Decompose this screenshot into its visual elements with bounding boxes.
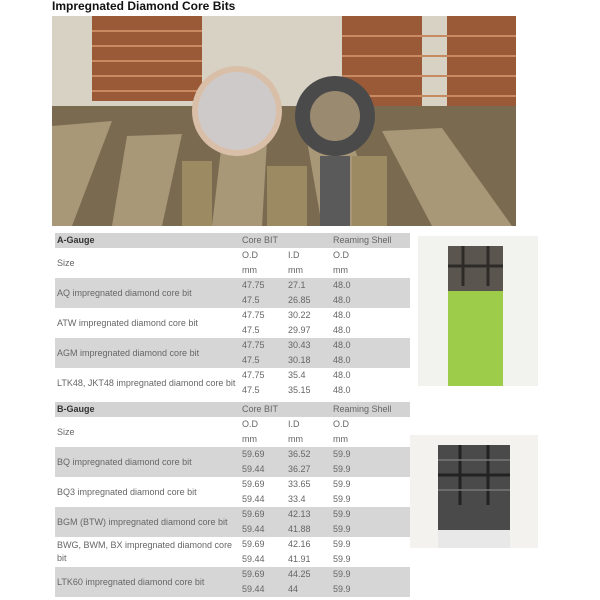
table-header-row: [55, 402, 410, 417]
b-gauge-table: [55, 402, 410, 597]
table-header-row: [55, 233, 410, 248]
core-od: 47.75: [242, 310, 265, 320]
unit-od: mm: [242, 265, 257, 275]
a-gauge-bit-photo: [418, 236, 538, 386]
core-id: 41.88: [286, 522, 331, 537]
page-title: Impregnated Diamond Core Bits: [52, 0, 236, 13]
reaming-od: 59.9: [333, 539, 351, 549]
core-od: 59.69: [240, 507, 286, 522]
table-row: [55, 477, 410, 492]
id-header: I.D: [288, 419, 300, 429]
size-row: [55, 248, 410, 263]
core-od: 59.44: [242, 554, 265, 564]
core-od: 59.69: [240, 447, 286, 462]
reaming-od: 48.0: [333, 385, 351, 395]
table-row: [55, 567, 410, 582]
core-id: 29.97: [288, 325, 311, 335]
core-id: 26.85: [286, 293, 331, 308]
spacer: [286, 233, 331, 248]
product-name: BQ impregnated diamond core bit: [55, 447, 240, 477]
od-header: O.D: [242, 419, 259, 429]
core-id: 41.91: [288, 554, 311, 564]
core-od: 47.5: [240, 293, 286, 308]
core-od: 59.69: [240, 567, 286, 582]
size-label: Size: [57, 426, 75, 437]
unit-id: mm: [288, 265, 303, 275]
core-od: 59.44: [240, 582, 286, 597]
core-od: 59.69: [242, 479, 265, 489]
od-header: O.D: [242, 250, 259, 260]
core-id: 30.18: [286, 353, 331, 368]
table-row: [55, 368, 410, 383]
core-od: 59.44: [240, 462, 286, 477]
reaming-od: 59.9: [331, 567, 410, 582]
table-row: [55, 338, 410, 353]
id-header: I.D: [288, 250, 300, 260]
core-id: 33.4: [288, 494, 306, 504]
table-row: [55, 507, 410, 522]
reaming-od: 59.9: [331, 522, 410, 537]
reaming-od-header: O.D: [333, 419, 350, 429]
reaming-od-header: O.D: [333, 250, 350, 260]
reaming-shell-header: Reaming Shell: [331, 402, 410, 417]
product-name: BWG, BWM, BX impregnated diamond core bit: [57, 540, 233, 563]
spacer: [286, 402, 331, 417]
product-name: LTK60 impregnated diamond core bit: [55, 567, 240, 597]
size-label: Size: [57, 257, 75, 268]
core-id: 33.65: [288, 479, 311, 489]
core-od: 47.75: [242, 370, 265, 380]
reaming-od: 59.9: [331, 447, 410, 462]
core-id: 42.16: [288, 539, 311, 549]
reaming-od: 59.9: [331, 582, 410, 597]
core-id: 36.27: [286, 462, 331, 477]
product-name: LTK48, JKT48 impregnated diamond core bit: [57, 377, 236, 388]
core-od: 59.69: [242, 539, 265, 549]
core-od: 47.75: [240, 338, 286, 353]
core-od: 47.5: [242, 385, 260, 395]
reaming-od: 59.9: [333, 479, 351, 489]
core-id: 42.13: [286, 507, 331, 522]
core-od: 47.5: [242, 325, 260, 335]
reaming-shell-header: Reaming Shell: [331, 233, 410, 248]
core-od: 47.5: [240, 353, 286, 368]
product-name: AGM impregnated diamond core bit: [55, 338, 240, 368]
unit-rs: mm: [333, 265, 348, 275]
table-row: [55, 537, 410, 552]
reaming-od: 48.0: [331, 353, 410, 368]
core-od: 47.75: [240, 278, 286, 293]
product-name: BGM (BTW) impregnated diamond core bit: [55, 507, 240, 537]
reaming-od: 48.0: [331, 338, 410, 353]
reaming-od: 59.9: [333, 554, 351, 564]
core-bits-photo: [52, 16, 516, 226]
product-name: BQ3 impregnated diamond core bit: [57, 486, 197, 497]
reaming-od: 48.0: [331, 293, 410, 308]
core-od: 59.44: [240, 522, 286, 537]
reaming-od: 48.0: [333, 310, 351, 320]
product-name: ATW impregnated diamond core bit: [57, 317, 198, 328]
core-id: 35.15: [288, 385, 311, 395]
core-id: 35.4: [288, 370, 306, 380]
core-id: 30.22: [288, 310, 311, 320]
b-gauge-bit-photo: [410, 435, 538, 548]
unit-id: mm: [288, 434, 303, 444]
gauge-title: A-Gauge: [55, 233, 240, 248]
core-id: 36.52: [286, 447, 331, 462]
core-id: 44.25: [286, 567, 331, 582]
size-row: [55, 417, 410, 432]
core-bit-header: Core BIT: [240, 402, 286, 417]
reaming-od: 59.9: [331, 462, 410, 477]
unit-od: mm: [242, 434, 257, 444]
core-od: 59.44: [242, 494, 265, 504]
reaming-od: 59.9: [331, 507, 410, 522]
reaming-od: 48.0: [333, 325, 351, 335]
reaming-od: 48.0: [333, 370, 351, 380]
reaming-od: 48.0: [331, 278, 410, 293]
gauge-title: B-Gauge: [55, 402, 240, 417]
unit-rs: mm: [333, 434, 348, 444]
product-name: AQ impregnated diamond core bit: [55, 278, 240, 308]
table-row: [55, 447, 410, 462]
reaming-od: 59.9: [333, 494, 351, 504]
table-row: [55, 308, 410, 323]
table-row: [55, 278, 410, 293]
core-bit-header: Core BIT: [240, 233, 286, 248]
core-id: 27.1: [286, 278, 331, 293]
core-id: 30.43: [286, 338, 331, 353]
a-gauge-table: [55, 233, 410, 398]
core-id: 44: [286, 582, 331, 597]
